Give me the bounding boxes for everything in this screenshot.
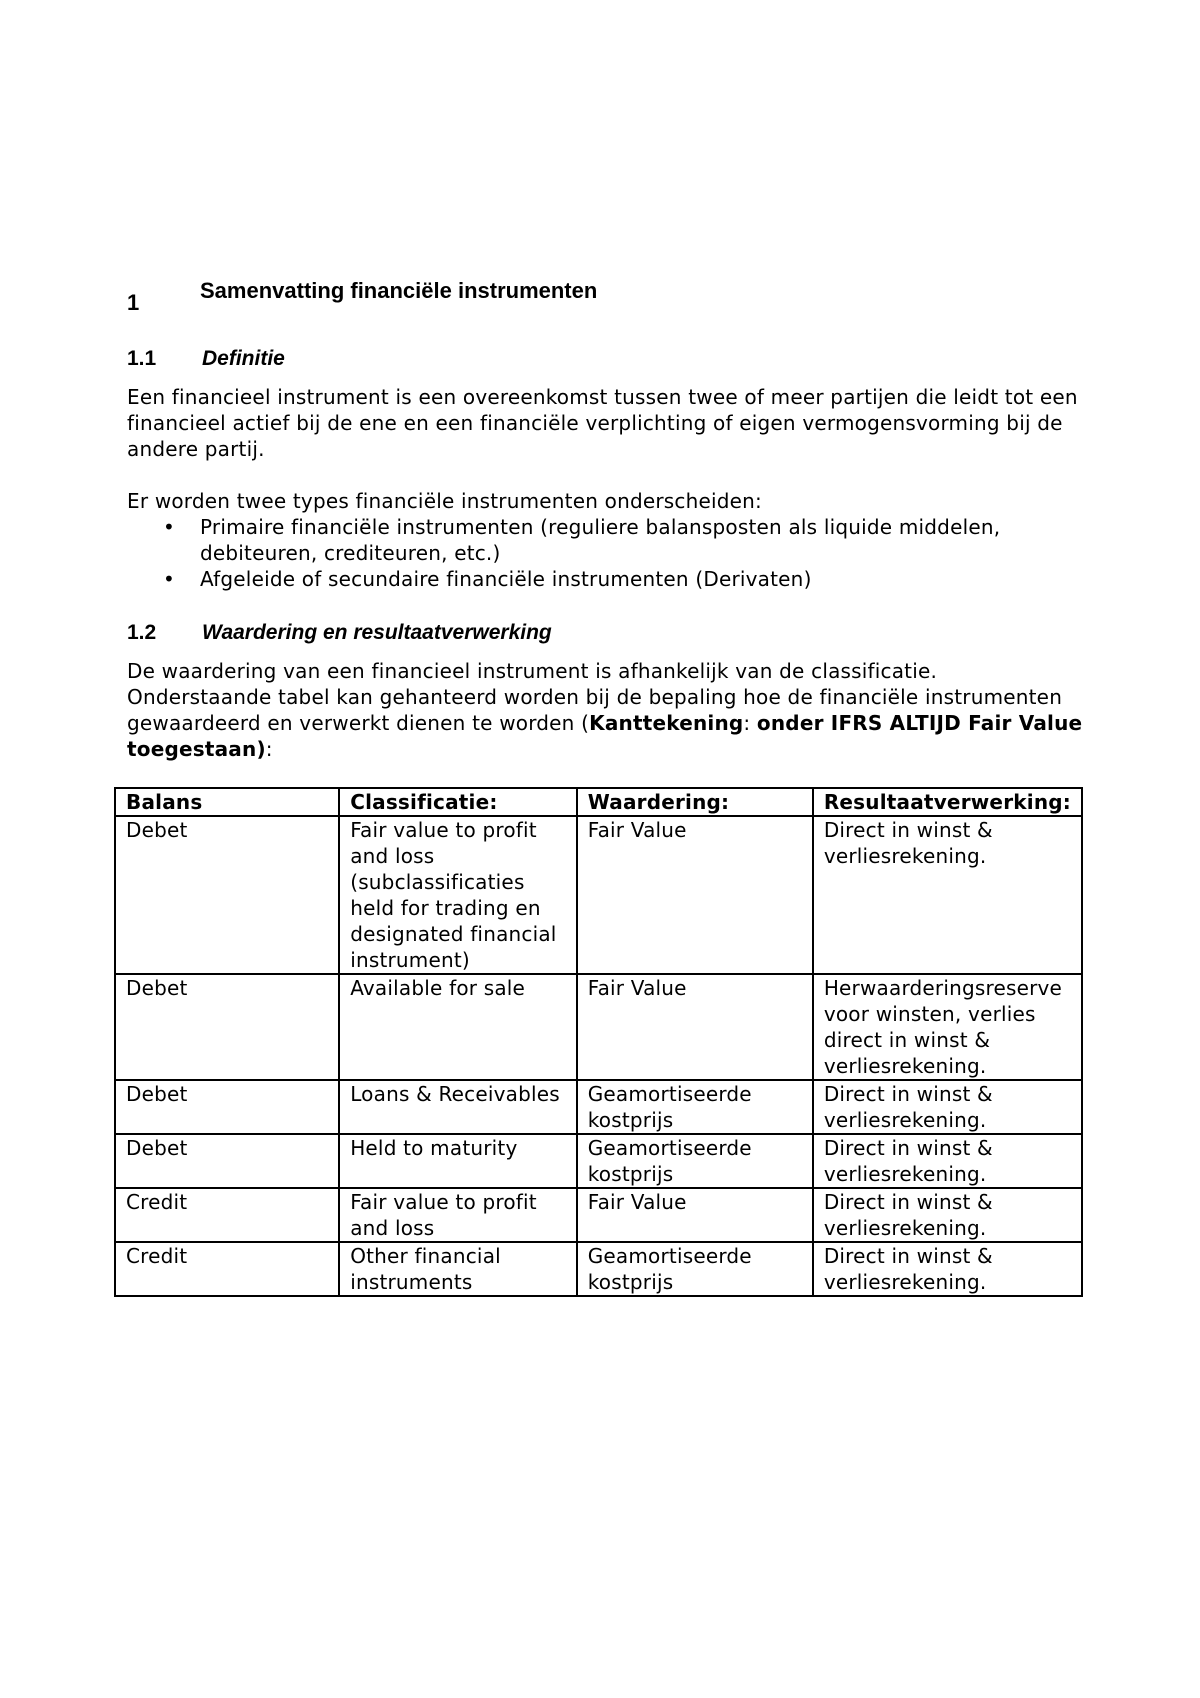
section-1-number: 1: [127, 290, 140, 315]
definition-text: Een financieel instrument is een overeenkomst tussen twee of meer partijen die leidt tot een financieel actief bij de ene en een financiële verplichting of eigen vermogensvorming bij de andere partij.: [127, 385, 1078, 461]
table-cell: Loans & Receivables: [339, 1080, 577, 1134]
note-text: onder IFRS ALTIJD Fair Value toegestaan): [127, 711, 1083, 761]
note-label: Kanttekening: [589, 711, 744, 735]
table-row: [115, 816, 1082, 974]
table-cell: Fair Value: [577, 1188, 813, 1242]
header-resultaatverwerking: Resultaatverwerking:: [813, 788, 1082, 816]
table-row: [115, 1242, 1082, 1296]
section-1-1-title: Definitie: [202, 347, 285, 370]
table-cell: Direct in winst & verliesrekening.: [813, 1242, 1082, 1296]
valuation-text-start: De waardering van een financieel instrument is afhankelijk van de classificatie. Onderstaande tabel kan gehanteerd worden bij de bepaling hoe de financiële instrumenten gewaardeerd en verwerkt dienen te worden (: [127, 659, 1063, 735]
table-row: [115, 974, 1082, 1080]
table-cell: Fair Value: [577, 974, 813, 1080]
table-cell: Debet: [115, 1080, 339, 1134]
table-row: [115, 1080, 1082, 1134]
section-1-heading: [127, 278, 1087, 318]
table-cell: Direct in winst & verliesrekening.: [813, 1080, 1082, 1134]
list-item: [127, 566, 1087, 592]
table-cell: Debet: [115, 1134, 339, 1188]
table-cell: Direct in winst & verliesrekening.: [813, 816, 1082, 974]
table-cell: Direct in winst & verliesrekening.: [813, 1188, 1082, 1242]
list-item: [127, 514, 1087, 566]
table-cell: Direct in winst & verliesrekening.: [813, 1134, 1082, 1188]
table-cell: Debet: [115, 816, 339, 974]
section-1-1-heading: [127, 347, 1087, 377]
table-cell: Geamortiseerde kostprijs: [577, 1134, 813, 1188]
table-cell: Debet: [115, 974, 339, 1080]
definition-paragraph: [127, 384, 1087, 462]
section-1-title: Samenvatting financiële instrumenten: [200, 278, 598, 303]
table-cell: Fair value to profit and loss: [339, 1188, 577, 1242]
table-cell: Geamortiseerde kostprijs: [577, 1242, 813, 1296]
section-1-1-number: 1.1: [127, 347, 157, 370]
table-cell: Available for sale: [339, 974, 577, 1080]
classification-table: [114, 787, 1083, 1297]
table-header-row: [115, 788, 1082, 816]
header-balans: Balans: [115, 788, 339, 816]
types-bullet-list: [127, 514, 1087, 592]
table-cell: Geamortiseerde kostprijs: [577, 1080, 813, 1134]
table-cell: Held to maturity: [339, 1134, 577, 1188]
list-item-text: Afgeleide of secundaire financiële instrumenten (Derivaten): [200, 567, 812, 591]
bullet-icon: •: [163, 567, 175, 591]
section-1-2-number: 1.2: [127, 621, 157, 644]
header-waardering: Waardering:: [577, 788, 813, 816]
table-cell: Credit: [115, 1188, 339, 1242]
section-1-2-title: Waardering en resultaatverwerking: [202, 621, 552, 644]
list-item-text: Primaire financiële instrumenten (reguliere balansposten als liquide middelen, debiteuren, crediteuren, etc.): [200, 515, 1001, 565]
table-row: [115, 1134, 1082, 1188]
valuation-text-end: :: [265, 737, 273, 761]
table-row: [115, 1188, 1082, 1242]
table-cell: Fair value to profit and loss (subclassificaties held for trading en designated financial instrument): [339, 816, 577, 974]
types-intro-text: Er worden twee types financiële instrumenten onderscheiden:: [127, 489, 762, 513]
valuation-text: [127, 658, 1087, 762]
table-cell: Fair Value: [577, 816, 813, 974]
table-cell: Other financial instruments: [339, 1242, 577, 1296]
valuation-paragraph: [127, 658, 1087, 762]
header-classificatie: Classificatie:: [339, 788, 577, 816]
types-intro-paragraph: [127, 488, 1087, 514]
section-1-2-heading: [127, 621, 1087, 651]
bullet-icon: •: [163, 515, 175, 539]
table-cell: Credit: [115, 1242, 339, 1296]
table-cell: Herwaarderingsreserve voor winsten, verlies direct in winst & verliesrekening.: [813, 974, 1082, 1080]
note-separator: :: [743, 711, 757, 735]
